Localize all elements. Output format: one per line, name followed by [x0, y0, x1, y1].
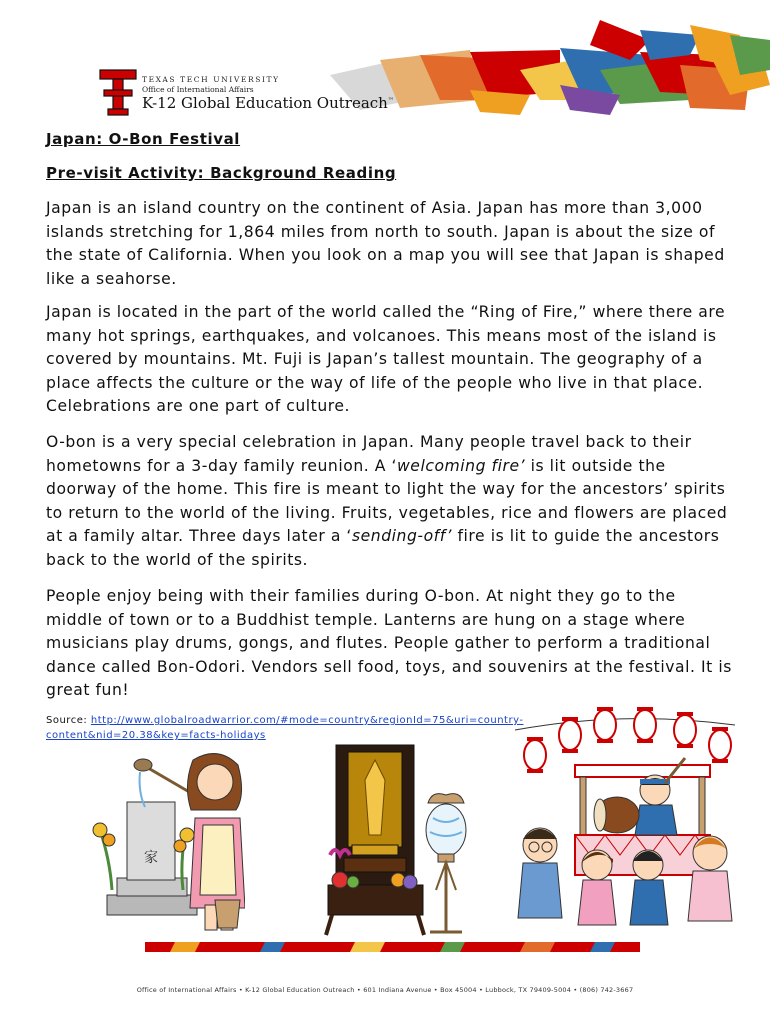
- paragraph-geography: Japan is an island country on the continent of Asia. Japan has more than 3,000 islands stretching for 1,864 miles from north to south. Japan is about the size of the state of California. When you look on a map you will see that Japan is shaped like a seahorse.: [46, 199, 725, 288]
- family-altar-illustration: [318, 740, 478, 940]
- page-subtitle: Pre-visit Activity: Background Reading: [46, 164, 397, 182]
- program-name: K-12 Global Education Outreach™: [142, 94, 394, 112]
- source-citation: Source: http://www.globalroadwarrior.com/#mode=country&regionId=75&uri=country-content&nid=20.38&key=facts-holidays: [46, 715, 524, 741]
- bon-odori-illustration: [505, 705, 745, 940]
- grave-visit-illustration: [85, 740, 245, 940]
- paragraph-festival: People enjoy being with their families during O-bon. At night they go to the middle of town or to a Buddhist temple. Lanterns are hung on a stage where musicians play drums, gongs, and flutes. People gather to perform a traditional dance called Bon-Odori. Vendors sell food, toys, and souvenirs at the festival. It is great fun!: [46, 587, 732, 700]
- decorative-pattern: [330, 20, 770, 115]
- paragraph-ring-of-fire: Japan is located in the part of the world called the “Ring of Fire,” where there are many hot springs, earthquakes, and volcanoes. This means most of the island is covered by mountains. Mt. Fuji is Japan’s tallest mountain. The geography of a place affects the culture or the way of life of the people who live in that place. Celebrations are one part of culture.: [46, 303, 726, 416]
- university-name: TEXAS TECH UNIVERSITY: [142, 75, 280, 84]
- altar-icon: [326, 745, 424, 935]
- footer-decorative-bar: [145, 940, 640, 954]
- paper-lantern-icon: [426, 794, 466, 932]
- page-title: Japan: O-Bon Festival: [46, 130, 241, 148]
- source-link[interactable]: http://www.globalroadwarrior.com/#mode=country&regionId=75&uri=country-content&nid=20.38&key=facts-holidays: [46, 715, 524, 741]
- double-t-logo-icon: [100, 70, 136, 115]
- footer-address: Office of International Affairs • K-12 Global Education Outreach • 601 Indiana Avenue • Box 45004 • Lubbock, TX 79409-5004 • (806) 742-3667: [136, 986, 634, 994]
- office-name: Office of International Affairs: [142, 85, 254, 94]
- paragraph-obon: O-bon is a very special celebration in Japan. Many people travel back to their hometowns for a 3-day family reunion. A ‘welcoming fire’ is lit outside the doorway of the home. This fire is meant to light the way for the ancestors’ spirits to return to the world of the living. Fruits, vegetables, rice and flowers are placed at a family altar. Three days later a ‘sending-off’ fire is lit to guide the ancestors back to the world of the spirits.: [46, 433, 728, 569]
- grave-kanji: 家: [144, 850, 158, 866]
- lanterns-icon: [515, 707, 735, 773]
- bucket-icon: [215, 900, 240, 928]
